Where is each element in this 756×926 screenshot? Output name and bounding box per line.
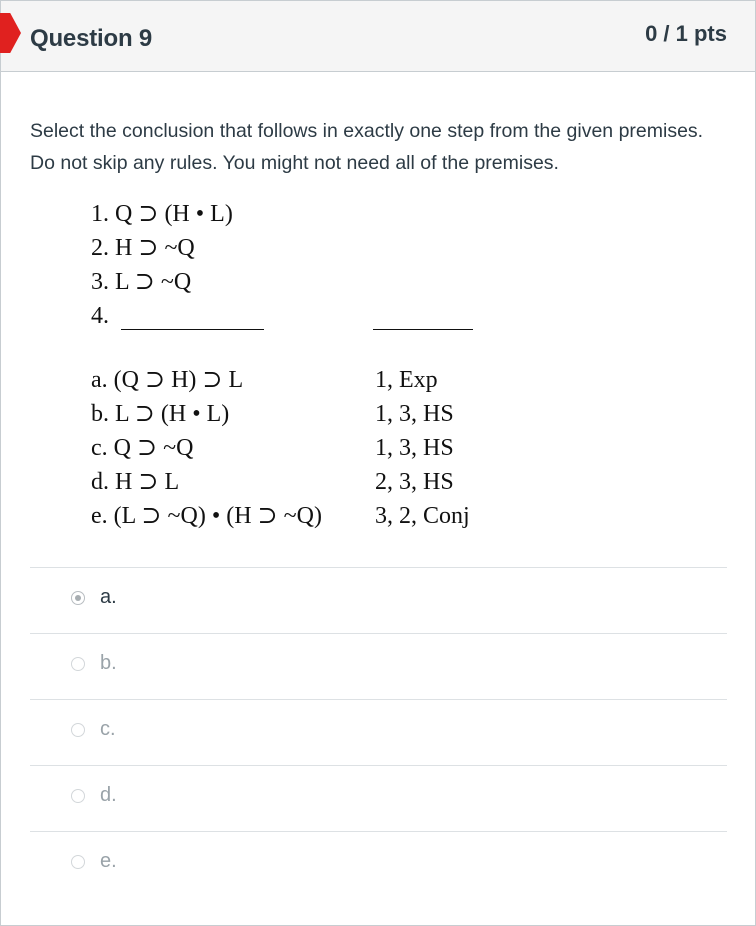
choice-c-justification: 1, 3, HS <box>375 435 454 461</box>
answer-option-b[interactable] <box>30 634 727 700</box>
choice-b-formula: b. L ⊃ (H • L) <box>91 401 230 427</box>
question-title: Question 9 <box>30 25 153 52</box>
answer-label-a: a. <box>100 586 117 608</box>
radio-c[interactable] <box>71 723 85 737</box>
answer-label-d: d. <box>100 784 117 806</box>
justification-blank <box>373 329 473 330</box>
choice-e-justification: 3, 2, Conj <box>375 503 470 529</box>
question-header <box>1 1 755 72</box>
radio-e[interactable] <box>71 855 85 869</box>
radio-d[interactable] <box>71 789 85 803</box>
premise-3: 3. L ⊃ ~Q <box>91 269 192 295</box>
choice-e-formula: e. (L ⊃ ~Q) • (H ⊃ ~Q) <box>91 503 322 529</box>
choice-a-justification: 1, Exp <box>375 367 438 393</box>
answer-option-d[interactable] <box>30 766 727 832</box>
question-points: 0 / 1 pts <box>645 21 727 46</box>
premise-1: 1. Q ⊃ (H • L) <box>91 201 233 227</box>
radio-a[interactable] <box>71 591 85 605</box>
answer-label-c: c. <box>100 718 116 740</box>
premise-2: 2. H ⊃ ~Q <box>91 235 195 261</box>
answer-label-e: e. <box>100 850 117 872</box>
answer-option-a[interactable] <box>30 568 727 634</box>
conclusion-blank <box>121 329 264 330</box>
answer-label-b: b. <box>100 652 117 674</box>
radio-b[interactable] <box>71 657 85 671</box>
answer-option-e[interactable] <box>30 832 727 898</box>
choice-a-formula: a. (Q ⊃ H) ⊃ L <box>91 367 244 393</box>
choice-b-justification: 1, 3, HS <box>375 401 454 427</box>
flag-icon[interactable] <box>0 13 21 53</box>
choice-c-formula: c. Q ⊃ ~Q <box>91 435 194 461</box>
question-prompt: Select the conclusion that follows in exactly one step from the given premises. Do not skip any rules. You might not need all of the premises. <box>30 120 704 174</box>
choice-d-justification: 2, 3, HS <box>375 469 454 495</box>
premise-4: 4. <box>91 303 109 329</box>
answer-option-c[interactable] <box>30 700 727 766</box>
choice-d-formula: d. H ⊃ L <box>91 469 180 495</box>
